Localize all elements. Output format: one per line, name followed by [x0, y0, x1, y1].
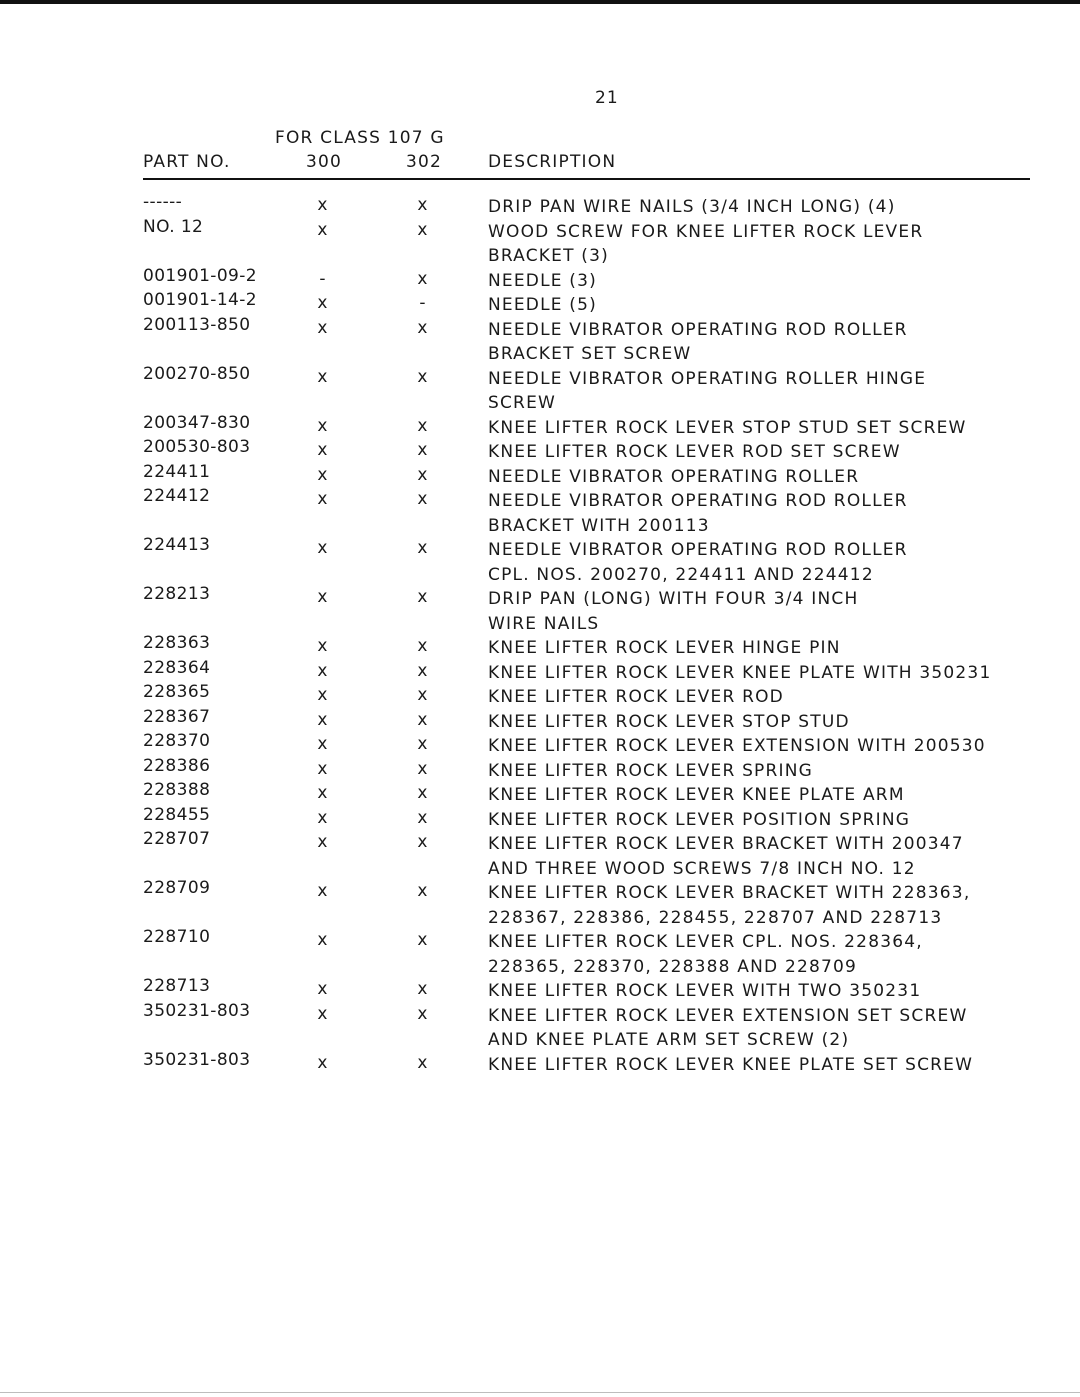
class-302-mark: x — [417, 219, 429, 240]
table-row — [0, 1001, 1080, 1050]
table-row — [0, 437, 1080, 462]
description-line: NEEDLE VIBRATOR OPERATING ROD ROLLER — [488, 540, 908, 560]
class-302-mark: x — [417, 734, 429, 754]
description-line: KNEE LIFTER ROCK LEVER KNEE PLATE SET SCREW — [488, 1054, 974, 1075]
description-line: NEEDLE (5) — [488, 295, 597, 315]
class-300-mark: x — [317, 195, 329, 215]
class-300-mark: x — [317, 758, 329, 779]
table-row — [0, 829, 1080, 878]
column-300-header: 300 — [306, 152, 343, 172]
description-line: AND THREE WOOD SCREWS 7/8 INCH NO. 12 — [488, 858, 916, 879]
description-header: DESCRIPTION — [488, 152, 617, 172]
class-302-mark: x — [417, 538, 429, 558]
table-row — [0, 315, 1080, 364]
part-number: 224412 — [143, 486, 211, 506]
part-description — [488, 220, 1028, 269]
class-300-mark: - — [319, 268, 327, 289]
class-302-mark: x — [417, 685, 429, 705]
part-number: 228710 — [143, 927, 211, 947]
class-300-mark: x — [317, 464, 329, 485]
class-300-mark: x — [317, 219, 329, 240]
description-line: KNEE LIFTER ROCK LEVER POSITION SPRING — [488, 809, 911, 830]
table-row — [0, 290, 1080, 315]
part-number: 228365 — [143, 682, 211, 702]
part-number: 224411 — [143, 461, 211, 482]
class-302-mark: x — [417, 881, 429, 901]
description-line: DRIP PAN WIRE NAILS (3/4 INCH LONG) (4) — [488, 197, 896, 217]
part-number: 228386 — [143, 755, 211, 776]
description-line: KNEE LIFTER ROCK LEVER ROD SET SCREW — [488, 442, 901, 462]
part-number: 001901-14-2 — [143, 290, 258, 310]
class-302-mark: x — [417, 660, 429, 681]
part-description — [488, 318, 1028, 367]
class-300-mark: x — [317, 1003, 329, 1024]
part-number: 228213 — [143, 584, 211, 604]
part-description — [488, 538, 1028, 587]
description-line: BRACKET WITH 200113 — [488, 515, 710, 536]
description-line: SCREW — [488, 393, 557, 413]
part-number: 224413 — [143, 535, 211, 555]
class-300-mark: x — [317, 660, 329, 681]
description-line: KNEE LIFTER ROCK LEVER WITH TWO 350231 — [488, 981, 922, 1001]
class-300-mark: x — [317, 979, 329, 999]
description-line: KNEE LIFTER ROCK LEVER BRACKET WITH 228363, — [488, 883, 971, 903]
description-line: WOOD SCREW FOR KNEE LIFTER ROCK LEVER — [488, 221, 924, 242]
description-line: KNEE LIFTER ROCK LEVER KNEE PLATE WITH 350231 — [488, 662, 992, 683]
part-description — [488, 832, 1028, 881]
part-number: 350231-803 — [143, 1049, 251, 1070]
table-row — [0, 731, 1080, 756]
part-description — [488, 489, 1028, 538]
page-number: 21 — [595, 88, 619, 108]
description-line: AND KNEE PLATE ARM SET SCREW (2) — [488, 1030, 850, 1050]
part-number: 200270-850 — [143, 363, 251, 384]
class-302-mark: x — [417, 440, 429, 460]
description-line: WIRE NAILS — [488, 613, 600, 634]
class-302-mark: x — [417, 807, 429, 828]
table-row — [0, 192, 1080, 217]
part-description — [488, 367, 1028, 416]
table-row — [0, 217, 1080, 266]
class-302-mark: - — [419, 293, 427, 313]
class-302-mark: x — [417, 930, 429, 950]
class-302-mark: x — [417, 636, 429, 656]
part-number: 228455 — [143, 804, 211, 825]
part-number: 228707 — [143, 829, 211, 849]
description-line: NEEDLE VIBRATOR OPERATING ROD ROLLER — [488, 319, 908, 340]
class-300-mark: x — [317, 636, 329, 656]
table-row — [0, 535, 1080, 584]
description-line: NEEDLE (3) — [488, 270, 597, 291]
part-number: 200347-830 — [143, 412, 251, 433]
table-row — [0, 266, 1080, 291]
table-row — [0, 878, 1080, 927]
description-line: KNEE LIFTER ROCK LEVER BRACKET WITH 200347 — [488, 834, 964, 854]
class-302-mark: x — [417, 366, 429, 387]
class-300-mark: x — [317, 783, 329, 803]
class-300-mark: x — [317, 1052, 329, 1073]
class-300-mark: x — [317, 709, 329, 730]
description-line: 228367, 228386, 228455, 228707 AND 228713 — [488, 907, 943, 928]
for-class-heading: FOR CLASS 107 G — [275, 128, 445, 148]
class-300-mark: x — [317, 415, 329, 436]
table-row — [0, 486, 1080, 535]
part-number: 228709 — [143, 878, 211, 898]
part-number: 228363 — [143, 633, 211, 653]
class-300-mark: x — [317, 685, 329, 705]
class-302-mark: x — [417, 1052, 429, 1073]
class-302-mark: x — [417, 1003, 429, 1024]
class-300-mark: x — [317, 440, 329, 460]
part-number: NO. 12 — [143, 216, 204, 237]
part-no-header: PART NO. — [143, 152, 231, 172]
table-row — [0, 633, 1080, 658]
bottom-border-rule — [0, 1392, 1080, 1393]
description-line: DRIP PAN (LONG) WITH FOUR 3/4 INCH — [488, 589, 859, 609]
part-number: 228713 — [143, 976, 211, 996]
parts-table — [0, 192, 1080, 1074]
description-line: CPL. NOS. 200270, 224411 AND 224412 — [488, 564, 874, 585]
description-line: NEEDLE VIBRATOR OPERATING ROLLER HINGE — [488, 368, 927, 389]
class-302-mark: x — [417, 709, 429, 730]
part-description — [488, 881, 1028, 930]
class-300-mark: x — [317, 489, 329, 509]
column-302-header: 302 — [406, 152, 443, 172]
part-number: 228370 — [143, 731, 211, 751]
class-300-mark: x — [317, 366, 329, 387]
class-302-mark: x — [417, 783, 429, 803]
header-rule — [143, 178, 1030, 180]
class-300-mark: x — [317, 881, 329, 901]
table-row — [0, 1050, 1080, 1075]
description-line: KNEE LIFTER ROCK LEVER STOP STUD — [488, 711, 850, 732]
part-number: 200530-803 — [143, 437, 251, 457]
class-302-mark: x — [417, 268, 429, 289]
table-row — [0, 780, 1080, 805]
table-row — [0, 682, 1080, 707]
class-302-mark: x — [417, 587, 429, 607]
table-row — [0, 805, 1080, 830]
class-300-mark: x — [317, 807, 329, 828]
class-302-mark: x — [417, 415, 429, 436]
description-line: KNEE LIFTER ROCK LEVER SPRING — [488, 760, 814, 781]
class-300-mark: x — [317, 538, 329, 558]
table-row — [0, 584, 1080, 633]
part-number: 001901-09-2 — [143, 265, 258, 286]
top-border-rule — [0, 0, 1080, 4]
table-row — [0, 462, 1080, 487]
part-number: ------ — [143, 192, 183, 212]
part-number: 228364 — [143, 657, 211, 678]
class-302-mark: x — [417, 317, 429, 338]
table-row — [0, 707, 1080, 732]
class-300-mark: x — [317, 587, 329, 607]
class-302-mark: x — [417, 758, 429, 779]
part-description — [488, 587, 1028, 636]
description-line: BRACKET SET SCREW — [488, 344, 692, 364]
part-description — [488, 1004, 1028, 1053]
part-number: 228388 — [143, 780, 211, 800]
description-line: KNEE LIFTER ROCK LEVER EXTENSION WITH 200530 — [488, 736, 986, 756]
description-line: KNEE LIFTER ROCK LEVER EXTENSION SET SCREW — [488, 1005, 968, 1026]
description-line: BRACKET (3) — [488, 246, 609, 266]
table-row — [0, 364, 1080, 413]
part-number: 200113-850 — [143, 314, 251, 335]
class-302-mark: x — [417, 489, 429, 509]
part-number: 350231-803 — [143, 1000, 251, 1021]
class-300-mark: x — [317, 317, 329, 338]
class-302-mark: x — [417, 195, 429, 215]
description-line: NEEDLE VIBRATOR OPERATING ROLLER — [488, 466, 860, 487]
part-description — [488, 930, 1028, 979]
description-line: 228365, 228370, 228388 AND 228709 — [488, 956, 858, 977]
table-row — [0, 658, 1080, 683]
description-line: KNEE LIFTER ROCK LEVER KNEE PLATE ARM — [488, 785, 905, 805]
class-302-mark: x — [417, 832, 429, 852]
part-number: 228367 — [143, 706, 211, 727]
description-line: NEEDLE VIBRATOR OPERATING ROD ROLLER — [488, 491, 908, 511]
class-300-mark: x — [317, 832, 329, 852]
table-row — [0, 976, 1080, 1001]
part-description — [488, 1053, 1028, 1078]
class-302-mark: x — [417, 979, 429, 999]
description-line: KNEE LIFTER ROCK LEVER HINGE PIN — [488, 638, 841, 658]
class-302-mark: x — [417, 464, 429, 485]
description-line: KNEE LIFTER ROCK LEVER CPL. NOS. 228364, — [488, 932, 923, 952]
description-line: KNEE LIFTER ROCK LEVER STOP STUD SET SCREW — [488, 417, 967, 438]
class-300-mark: x — [317, 293, 329, 313]
class-300-mark: x — [317, 734, 329, 754]
table-row — [0, 756, 1080, 781]
description-line: KNEE LIFTER ROCK LEVER ROD — [488, 687, 784, 707]
table-row — [0, 413, 1080, 438]
table-row — [0, 927, 1080, 976]
class-300-mark: x — [317, 930, 329, 950]
